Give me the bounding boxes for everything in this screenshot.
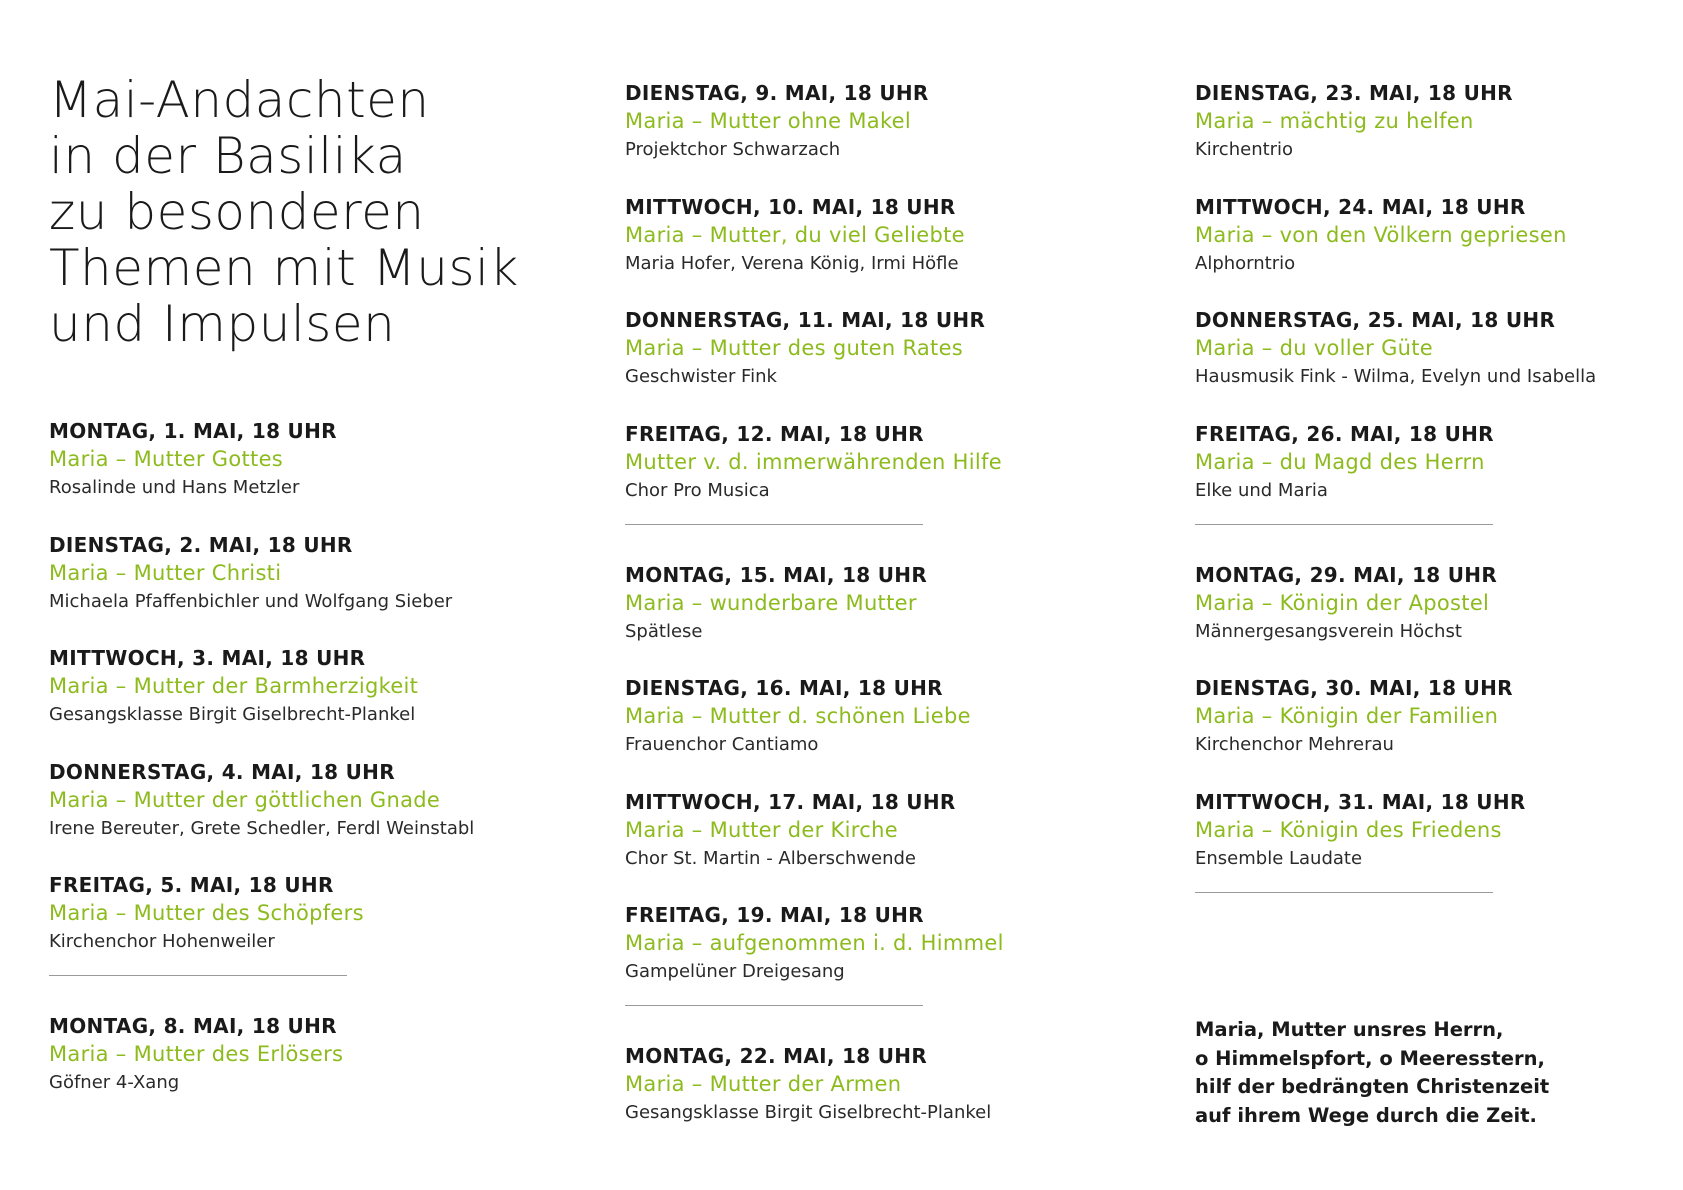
event-entry bbox=[625, 79, 1004, 193]
event-date: MITTWOCH, 24. MAI, 18 UHR bbox=[1195, 194, 1526, 219]
title-line: zu besonderen bbox=[49, 183, 425, 241]
event-performer: Kirchenchor Mehrerau bbox=[1195, 734, 1394, 755]
event-theme: Maria – Mutter der Kirche bbox=[625, 817, 898, 842]
verse-line: o Himmelspfort, o Meeresstern, bbox=[1195, 1046, 1545, 1070]
event-performer: Hausmusik Fink - Wilma, Evelyn und Isabella bbox=[1195, 366, 1597, 387]
event-theme: Maria – du Magd des Herrn bbox=[1195, 449, 1485, 474]
event-theme: Maria – Königin der Familien bbox=[1195, 704, 1499, 728]
event-date: MONTAG, 8. MAI, 18 UHR bbox=[49, 1014, 337, 1038]
event-performer: Spätlese bbox=[625, 620, 703, 642]
event-theme: Mutter v. d. immerwährenden Hilfe bbox=[625, 449, 1002, 474]
schedule-column-2 bbox=[625, 79, 1004, 1156]
event-date: DONNERSTAG, 25. MAI, 18 UHR bbox=[1195, 308, 1556, 332]
event-entry bbox=[49, 644, 474, 758]
event-theme: Maria – Mutter, du viel Geliebte bbox=[625, 222, 965, 247]
event-performer: Kirchentrio bbox=[1195, 139, 1294, 160]
event-performer: Rosalinde und Hans Metzler bbox=[49, 477, 300, 498]
event-entry bbox=[49, 1012, 474, 1126]
event-theme: Maria – Mutter d. schönen Liebe bbox=[625, 704, 971, 728]
event-date: MONTAG, 22. MAI, 18 UHR bbox=[625, 1044, 928, 1068]
title-line: Mai-Andachten bbox=[49, 71, 430, 129]
verse-line: Maria, Mutter unsres Herrn, bbox=[1195, 1018, 1504, 1041]
schedule-column-3 bbox=[1195, 79, 1596, 893]
event-entry bbox=[1195, 79, 1596, 193]
event-date: DIENSTAG, 23. MAI, 18 UHR bbox=[1195, 81, 1513, 105]
event-entry bbox=[1195, 193, 1596, 307]
event-date: DONNERSTAG, 11. MAI, 18 UHR bbox=[625, 308, 986, 332]
event-entry bbox=[49, 531, 474, 645]
event-entry bbox=[625, 901, 1004, 1005]
event-date: MITTWOCH, 10. MAI, 18 UHR bbox=[625, 194, 956, 219]
event-date: FREITAG, 12. MAI, 18 UHR bbox=[625, 421, 924, 446]
event-performer: Kirchenchor Hohenweiler bbox=[49, 931, 275, 952]
week-divider bbox=[1195, 892, 1493, 893]
event-date: DIENSTAG, 9. MAI, 18 UHR bbox=[625, 81, 929, 105]
event-entry bbox=[625, 1042, 1004, 1156]
event-theme: Maria – von den Völkern gepriesen bbox=[1195, 222, 1567, 247]
event-theme: Maria – wunderbare Mutter bbox=[625, 590, 917, 615]
event-theme: Maria – Mutter Gottes bbox=[49, 447, 284, 471]
event-theme: Maria – Mutter ohne Makel bbox=[625, 109, 912, 133]
title-line: und Impulsen bbox=[49, 295, 396, 353]
page-title bbox=[49, 72, 519, 352]
event-performer: Michaela Pfaffenbichler und Wolfgang Sieber bbox=[49, 590, 453, 612]
event-theme: Maria – Königin des Friedens bbox=[1195, 817, 1502, 842]
event-entry bbox=[49, 871, 474, 975]
event-performer: Alphorntrio bbox=[1195, 252, 1296, 274]
event-date: DIENSTAG, 2. MAI, 18 UHR bbox=[49, 532, 353, 557]
event-entry bbox=[625, 561, 1004, 675]
event-entry bbox=[625, 674, 1004, 788]
event-performer: Göfner 4-Xang bbox=[49, 1072, 180, 1093]
event-date: DIENSTAG, 30. MAI, 18 UHR bbox=[1195, 676, 1513, 700]
verse-line: auf ihrem Wege durch die Zeit. bbox=[1195, 1103, 1537, 1127]
event-performer: Geschwister Fink bbox=[625, 366, 777, 387]
event-performer: Gesangsklasse Birgit Giselbrecht-Plankel bbox=[625, 1102, 992, 1123]
event-performer: Männergesangsverein Höchst bbox=[1195, 620, 1462, 642]
event-entry bbox=[625, 788, 1004, 902]
verse-line: hilf der bedrängten Christenzeit bbox=[1195, 1075, 1550, 1098]
title-line: Themen mit Musik bbox=[49, 239, 519, 297]
event-entry bbox=[49, 417, 474, 531]
event-performer: Gampelüner Dreigesang bbox=[625, 961, 845, 982]
event-theme: Maria – Mutter der Barmherzigkeit bbox=[49, 674, 419, 698]
event-theme: Maria – du voller Güte bbox=[1195, 336, 1433, 360]
event-performer: Gesangsklasse Birgit Giselbrecht-Plankel bbox=[49, 704, 416, 725]
event-performer: Projektchor Schwarzach bbox=[625, 139, 841, 160]
event-entry bbox=[1195, 420, 1596, 524]
event-performer: Ensemble Laudate bbox=[1195, 847, 1363, 869]
event-theme: Maria – Mutter der göttlichen Gnade bbox=[49, 787, 441, 812]
event-date: MITTWOCH, 3. MAI, 18 UHR bbox=[49, 646, 366, 670]
event-theme: Maria – Mutter des guten Rates bbox=[625, 336, 964, 360]
title-line: in der Basilika bbox=[49, 127, 407, 185]
event-performer: Chor St. Martin - Alberschwende bbox=[625, 847, 917, 869]
event-performer: Maria Hofer, Verena König, Irmi Höfle bbox=[625, 252, 959, 274]
event-date: MITTWOCH, 17. MAI, 18 UHR bbox=[625, 789, 956, 814]
event-performer: Chor Pro Musica bbox=[625, 479, 770, 501]
event-date: DONNERSTAG, 4. MAI, 18 UHR bbox=[49, 759, 395, 784]
event-date: FREITAG, 5. MAI, 18 UHR bbox=[49, 873, 334, 897]
event-date: MONTAG, 1. MAI, 18 UHR bbox=[49, 419, 337, 443]
event-date: DIENSTAG, 16. MAI, 18 UHR bbox=[625, 676, 943, 700]
marian-prayer-verse bbox=[1195, 1016, 1549, 1130]
event-theme: Maria – Mutter des Erlösers bbox=[49, 1042, 344, 1066]
event-entry bbox=[1195, 306, 1596, 420]
event-theme: Maria – Mutter des Schöpfers bbox=[49, 901, 364, 925]
event-date: MONTAG, 29. MAI, 18 UHR bbox=[1195, 562, 1498, 587]
event-entry bbox=[625, 193, 1004, 307]
event-entry bbox=[1195, 561, 1596, 675]
event-entry bbox=[625, 306, 1004, 420]
event-entry bbox=[49, 758, 474, 872]
event-entry bbox=[1195, 788, 1596, 892]
event-date: FREITAG, 26. MAI, 18 UHR bbox=[1195, 421, 1494, 446]
event-theme: Maria – Mutter Christi bbox=[49, 560, 282, 585]
event-date: MONTAG, 15. MAI, 18 UHR bbox=[625, 562, 928, 587]
event-entry bbox=[625, 420, 1004, 524]
schedule-column-1 bbox=[49, 417, 474, 1126]
event-theme: Maria – mächtig zu helfen bbox=[1195, 109, 1474, 133]
event-performer: Irene Bereuter, Grete Schedler, Ferdl Weinstabl bbox=[49, 817, 475, 839]
event-theme: Maria – Königin der Apostel bbox=[1195, 590, 1490, 615]
event-performer: Frauenchor Cantiamo bbox=[625, 734, 819, 755]
event-theme: Maria – aufgenommen i. d. Himmel bbox=[625, 931, 1004, 955]
event-theme: Maria – Mutter der Armen bbox=[625, 1072, 902, 1096]
event-date: FREITAG, 19. MAI, 18 UHR bbox=[625, 903, 924, 927]
event-performer: Elke und Maria bbox=[1195, 479, 1328, 501]
event-date: MITTWOCH, 31. MAI, 18 UHR bbox=[1195, 789, 1526, 814]
event-entry bbox=[1195, 674, 1596, 788]
